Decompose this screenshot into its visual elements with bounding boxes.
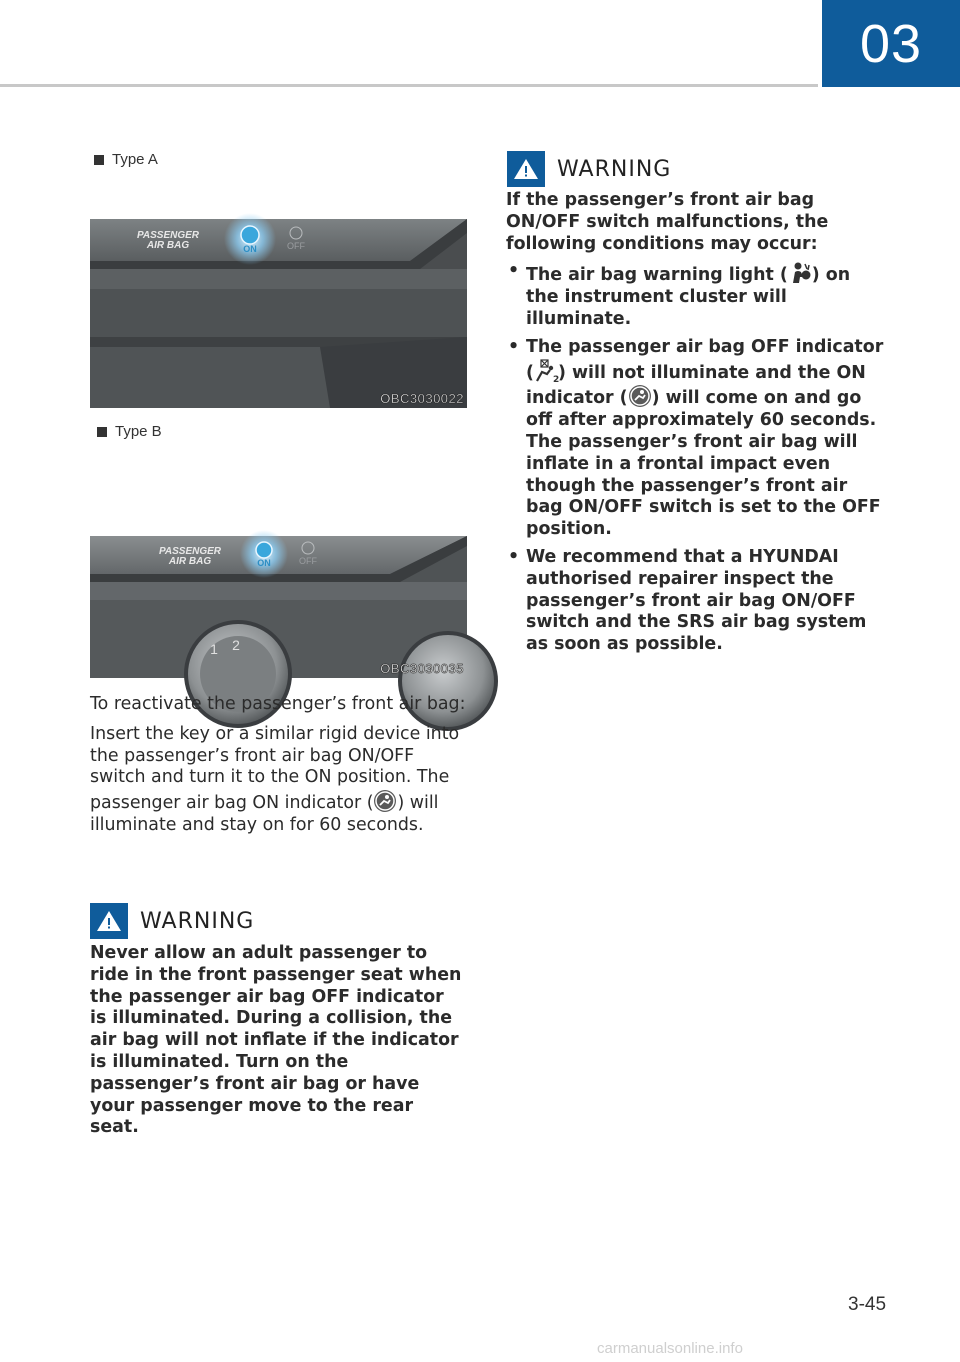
figure-b-label: Type B: [97, 423, 162, 440]
warning-bullet: • The air bag warning light ( ) on the instrument cluster will illuminate.: [506, 261, 886, 330]
page-number: 3-45: [848, 1294, 887, 1315]
reactivate-section: [90, 694, 470, 845]
warning-icon: [90, 903, 128, 939]
header-rule: [0, 84, 818, 87]
on-indicator-text: ON: [257, 558, 271, 568]
dial-number-2: 2: [232, 637, 240, 653]
warning-left-title: WARNING: [140, 908, 255, 934]
chapter-tab: 03: [822, 0, 960, 87]
airbag-on-indicator-icon: [373, 789, 397, 813]
warning-bullet: • We recommend that a HYUNDAI authorised repairer inspect the passenger’s front air bag ON/OFF switch and the SRS air bag system as soon as possible.: [506, 547, 886, 656]
square-bullet-icon: [94, 155, 104, 165]
figure-a-code: OBC3030022: [380, 391, 464, 406]
dial-number-1: 1: [210, 641, 218, 657]
warning-icon: [507, 151, 545, 187]
airbag-on-indicator-icon: [628, 384, 652, 408]
warning-right-text: [506, 190, 886, 662]
square-bullet-icon: [97, 427, 107, 437]
figure-b-code: OBC3030035: [380, 661, 464, 676]
airbag-off-indicator-icon: [534, 359, 558, 383]
reactivate-step: Insert the key or a similar rigid device into the passenger’s front air bag ON/OFF switch and turn it to the ON position. The passenger air bag ON indicator ( ) will illuminate and stay on for 60 seconds.: [90, 723, 460, 835]
figure-b-photo: [90, 536, 467, 678]
airbag-warning-light-icon: [788, 261, 812, 285]
warning-right-list: [506, 261, 886, 656]
panel-text-airbag: AIR BAG: [146, 240, 190, 251]
panel-text-airbag: AIR BAG: [168, 556, 212, 567]
warning-right-intro: If the passenger’s front air bag ON/OFF switch malfunctions, the following conditions may occur:: [506, 190, 829, 254]
svg-text:2: 2: [552, 374, 560, 385]
warning-right-title: WARNING: [557, 156, 672, 182]
off-indicator-text: OFF: [287, 241, 305, 251]
warning-right-header: [507, 151, 671, 187]
panel-text-passenger: PASSENGER: [136, 230, 200, 241]
warning-bullet: • The passenger air bag OFF indicator ( 2 ) will not illuminate and the ON indicator ( ) will come on and go off after approximately 60 seconds. The passenger’s front air bag will inflate in a frontal impact even though the passenger’s front air bag ON/OFF switch is set to the OFF position.: [506, 337, 886, 541]
panel-text-passenger: PASSENGER: [158, 546, 222, 557]
on-indicator-text: ON: [243, 244, 257, 254]
figure-a-photo: [90, 219, 467, 408]
off-indicator-text: OFF: [299, 556, 317, 566]
watermark: carmanualsonline.info: [597, 1340, 743, 1357]
warning-left-text: Never allow an adult passenger to ride in the front passenger seat when the passenger air bag OFF indicator is illuminated. During a collision, the air bag will not inflate if the indicator is illuminated. Turn on the passenger’s front air bag or have your passenger move to the rear seat.: [90, 943, 462, 1138]
figure-a-label: Type A: [94, 151, 158, 168]
reactivate-intro: To reactivate the passenger’s front air bag:: [90, 694, 466, 714]
warning-left-header: [90, 903, 254, 939]
